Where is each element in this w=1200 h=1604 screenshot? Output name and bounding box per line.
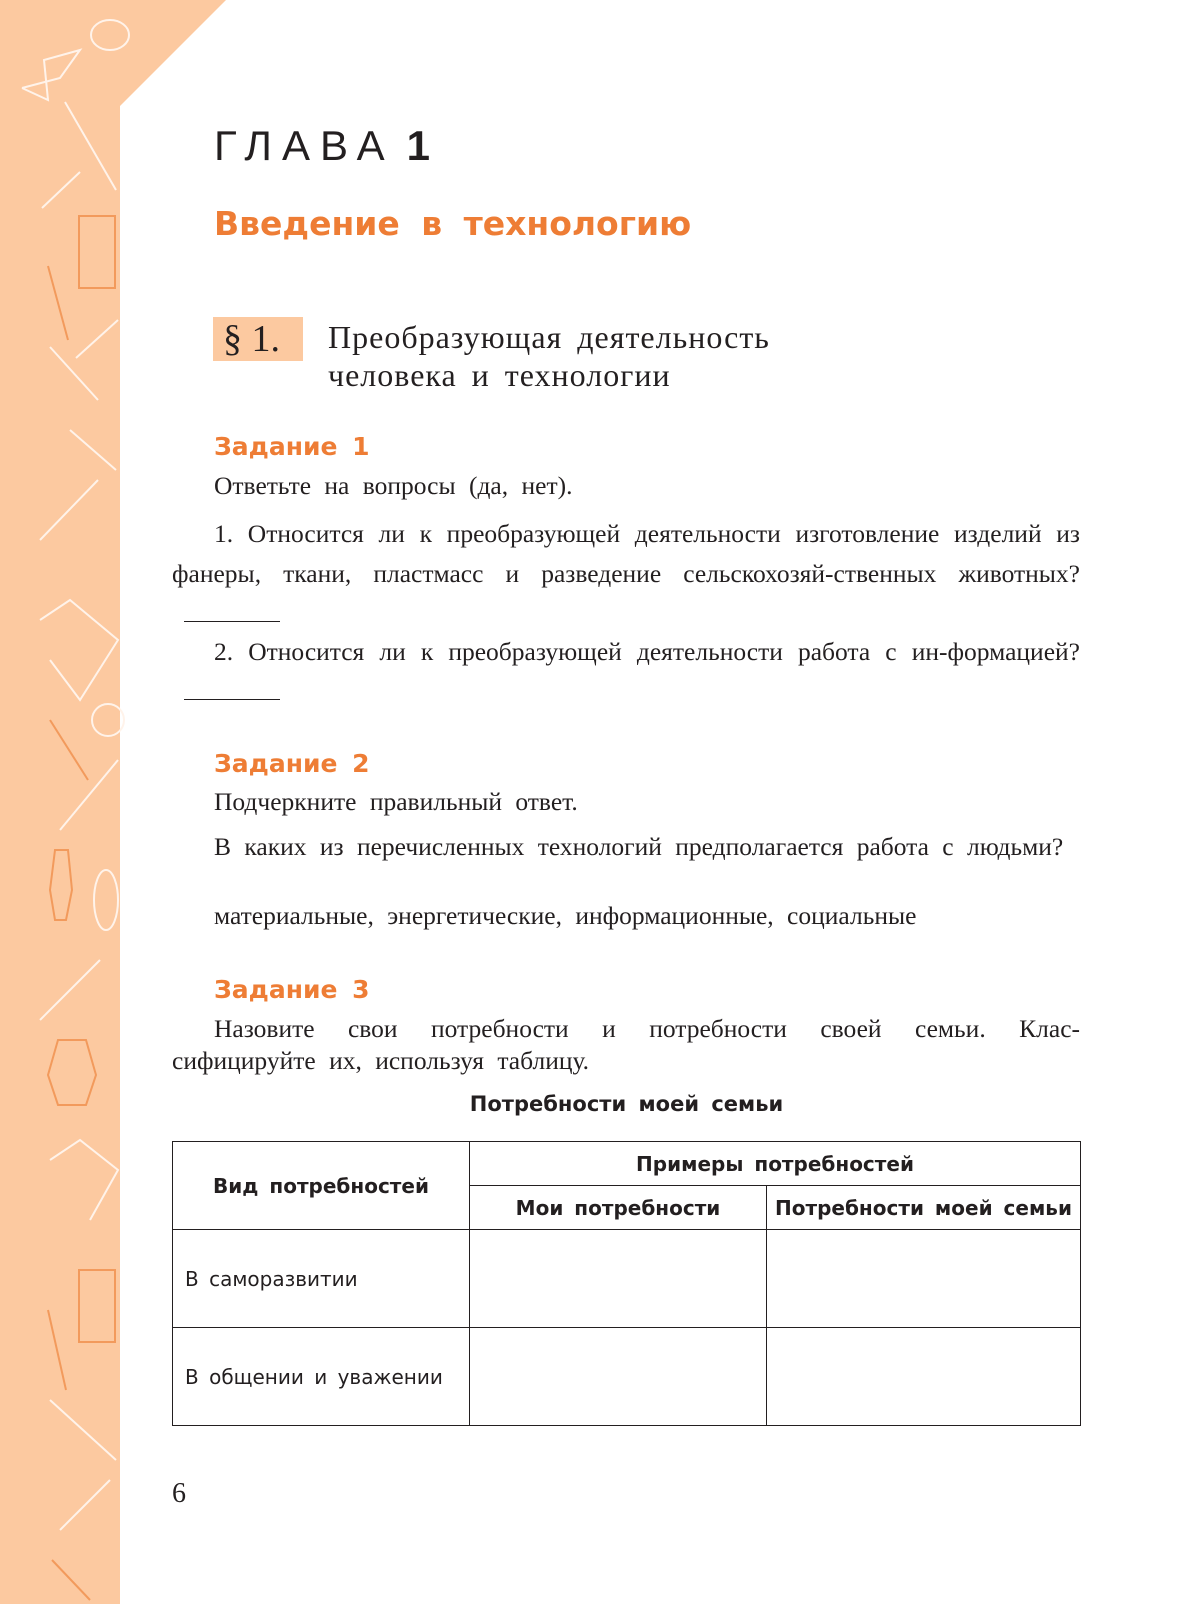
table-row bbox=[173, 1230, 1081, 1328]
table-caption: Потребности моей семьи bbox=[469, 1092, 784, 1116]
task-2-options[interactable]: материальные, энергетические, информационные, социальные bbox=[214, 901, 917, 930]
task-2-intro: Подчеркните правильный ответ. bbox=[214, 787, 578, 816]
header-my-needs: Мои потребности bbox=[470, 1186, 767, 1230]
task-1-question-1 bbox=[172, 514, 1080, 634]
my-needs-cell[interactable] bbox=[470, 1230, 767, 1328]
question-text: 1. Относится ли к преобразующей деятельности изготовление изделий из фанеры, ткани, пластмасс и разведение сельскохозяй-ственных животных? bbox=[172, 519, 1080, 588]
family-needs-cell[interactable] bbox=[767, 1328, 1081, 1426]
task-2-heading: Задание 2 bbox=[214, 749, 370, 778]
row-label: В саморазвитии bbox=[173, 1230, 470, 1328]
task-1-question-2 bbox=[172, 632, 1080, 712]
answer-blank[interactable] bbox=[184, 699, 280, 700]
task-3-text: Назовите свои потребности и потребности своей семьи. Клас-сифицируйте их, используя таблицу. bbox=[172, 1014, 1080, 1075]
section-number: § 1. bbox=[213, 317, 303, 361]
row-label: В общении и уважении bbox=[173, 1328, 470, 1426]
my-needs-cell[interactable] bbox=[470, 1328, 767, 1426]
table-row bbox=[173, 1328, 1081, 1426]
task-2-question: В каких из перечисленных технологий предполагается работа с людьми? bbox=[214, 832, 1064, 861]
section-title-line: Преобразующая деятельность bbox=[328, 319, 770, 355]
chapter-title: Введение в технологию bbox=[214, 204, 692, 243]
section-title bbox=[328, 318, 770, 394]
chapter-number: 1 bbox=[406, 122, 430, 169]
question-text: 2. Относится ли к преобразующей деятельности работа с ин-формацией? bbox=[214, 637, 1080, 666]
family-needs-cell[interactable] bbox=[767, 1230, 1081, 1328]
task-1-heading: Задание 1 bbox=[214, 432, 370, 461]
header-need-type: Вид потребностей bbox=[173, 1142, 470, 1230]
answer-blank[interactable] bbox=[184, 621, 280, 622]
chapter-word: ГЛАВА bbox=[214, 122, 395, 169]
task-3-heading: Задание 3 bbox=[214, 975, 370, 1004]
page-number: 6 bbox=[172, 1478, 186, 1509]
chapter-label bbox=[214, 122, 430, 170]
header-family-needs: Потребности моей семьи bbox=[767, 1186, 1081, 1230]
header-examples: Примеры потребностей bbox=[470, 1142, 1081, 1186]
section-title-line: человека и технологии bbox=[328, 357, 671, 393]
needs-table bbox=[172, 1141, 1081, 1426]
task-1-intro: Ответьте на вопросы (да, нет). bbox=[214, 471, 573, 500]
